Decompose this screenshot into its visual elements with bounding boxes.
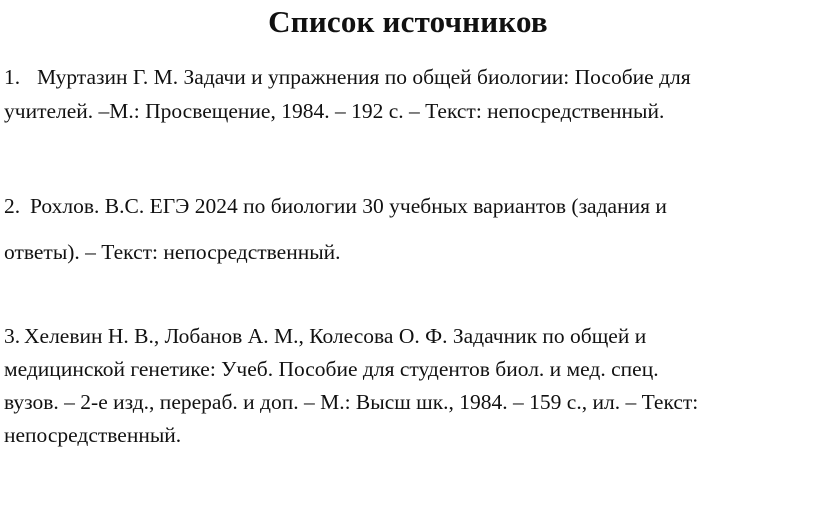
entry-number: 1. (4, 65, 21, 89)
source-entry-2 (4, 183, 667, 275)
entry-line: ответы). – Текст: непосредственный. (4, 240, 341, 264)
entry-number: 3. (4, 324, 21, 348)
entry-line: учителей. –М.: Просвещение, 1984. – 192 с. – Текст: непосредственный. (4, 99, 665, 123)
entry-text: Муртазин Г. М. Задачи и упражнения по общей биологии: Пособие для (37, 65, 691, 89)
entry-number: 2. (4, 194, 21, 218)
source-entry-3 (4, 320, 698, 452)
entry-text: Рохлов. В.С. ЕГЭ 2024 по биологии 30 учебных вариантов (задания и (30, 194, 667, 218)
entry-line: медицинской генетике: Учеб. Пособие для студентов биол. и мед. спец. (4, 357, 659, 381)
entry-line (4, 183, 667, 229)
entry-text: Хелевин Н. В., Лобанов А. М., Колесова О. Ф. Задачник по общей и (24, 324, 647, 348)
entry-line: вузов. – 2-е изд., перераб. и доп. – М.: Высш шк., 1984. – 159 с., ил. – Текст: (4, 390, 699, 414)
entry-line (4, 60, 691, 94)
entry-line (4, 320, 698, 353)
source-entry-1 (4, 60, 691, 128)
entry-line: непосредственный. (4, 423, 182, 447)
page-title: Список источников (268, 4, 548, 39)
